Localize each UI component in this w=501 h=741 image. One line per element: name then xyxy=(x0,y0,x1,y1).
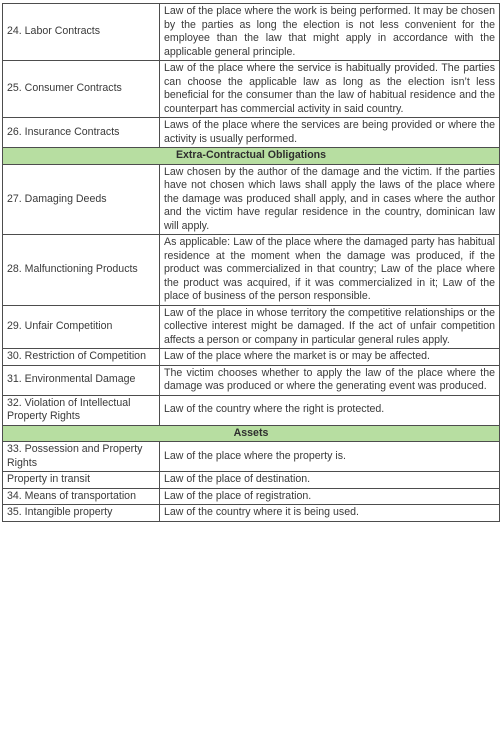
table-row xyxy=(3,4,500,61)
table-row xyxy=(3,61,500,118)
section-header-row xyxy=(3,148,500,165)
row-description: Law of the country where it is being used. xyxy=(160,505,500,522)
table-row xyxy=(3,365,500,395)
row-label: 27. Damaging Deeds xyxy=(3,164,160,235)
table-row xyxy=(3,164,500,235)
table-row xyxy=(3,488,500,505)
table-row xyxy=(3,349,500,366)
row-label: 33. Possession and Property Rights xyxy=(3,442,160,472)
table-row xyxy=(3,305,500,349)
row-label: 26. Insurance Contracts xyxy=(3,118,160,148)
row-label: 34. Means of transportation xyxy=(3,488,160,505)
table-row xyxy=(3,505,500,522)
section-header: Assets xyxy=(3,425,500,442)
table-body xyxy=(3,4,500,522)
row-description: Law of the place where the property is. xyxy=(160,442,500,472)
table-row xyxy=(3,235,500,306)
row-label: 29. Unfair Competition xyxy=(3,305,160,349)
row-label: 30. Restriction of Competition xyxy=(3,349,160,366)
row-label: 25. Consumer Contracts xyxy=(3,61,160,118)
section-header: Extra-Contractual Obligations xyxy=(3,148,500,165)
row-description: Law of the country where the right is protected. xyxy=(160,395,500,425)
row-description: Law of the place where the work is being performed. It may be chosen by the parties as long the election is not less convenient for the employee than the law that might apply in accordance with the applicable general principle. xyxy=(160,4,500,61)
row-description: Laws of the place where the services are being provided or where the activity is usually performed. xyxy=(160,118,500,148)
row-label: 31. Environmental Damage xyxy=(3,365,160,395)
row-description: Law of the place in whose territory the competitive relationships or the collective interest might be damaged. If the act of unfair competition affects a person or company in particular general rules apply. xyxy=(160,305,500,349)
row-label: 24. Labor Contracts xyxy=(3,4,160,61)
table-row xyxy=(3,472,500,489)
row-description: Law of the place where the service is habitually provided. The parties can choose the applicable law as long as the election isn’t less beneficial for the consumer than the law of habitual residence and the counterpart has commercial activity in said country. xyxy=(160,61,500,118)
row-description: Law chosen by the author of the damage and the victim. If the parties have not chosen which laws shall apply the laws of the place where the damage was produced shall apply, and in cases where the author and the victim have regular residence in the country, dominican law will apply. xyxy=(160,164,500,235)
row-label: 32. Violation of Intellectual Property Rights xyxy=(3,395,160,425)
table-row xyxy=(3,118,500,148)
row-label: 35. Intangible property xyxy=(3,505,160,522)
row-description: Law of the place of registration. xyxy=(160,488,500,505)
row-description: Law of the place where the market is or may be affected. xyxy=(160,349,500,366)
row-description: The victim chooses whether to apply the law of the place where the damage was produced or where the generating event was produced. xyxy=(160,365,500,395)
row-label: Property in transit xyxy=(3,472,160,489)
row-description: As applicable: Law of the place where the damaged party has habitual residence at the moment when the damage was produced, if the product was commercialized in that country; Law of the place where the product was acquired, if it was commercialized in it; Law of the place of business of the person responsible. xyxy=(160,235,500,306)
row-description: Law of the place of destination. xyxy=(160,472,500,489)
table-row xyxy=(3,442,500,472)
table-row xyxy=(3,395,500,425)
section-header-row xyxy=(3,425,500,442)
conflict-of-laws-table xyxy=(2,3,500,522)
document-page xyxy=(2,3,499,522)
row-label: 28. Malfunctioning Products xyxy=(3,235,160,306)
